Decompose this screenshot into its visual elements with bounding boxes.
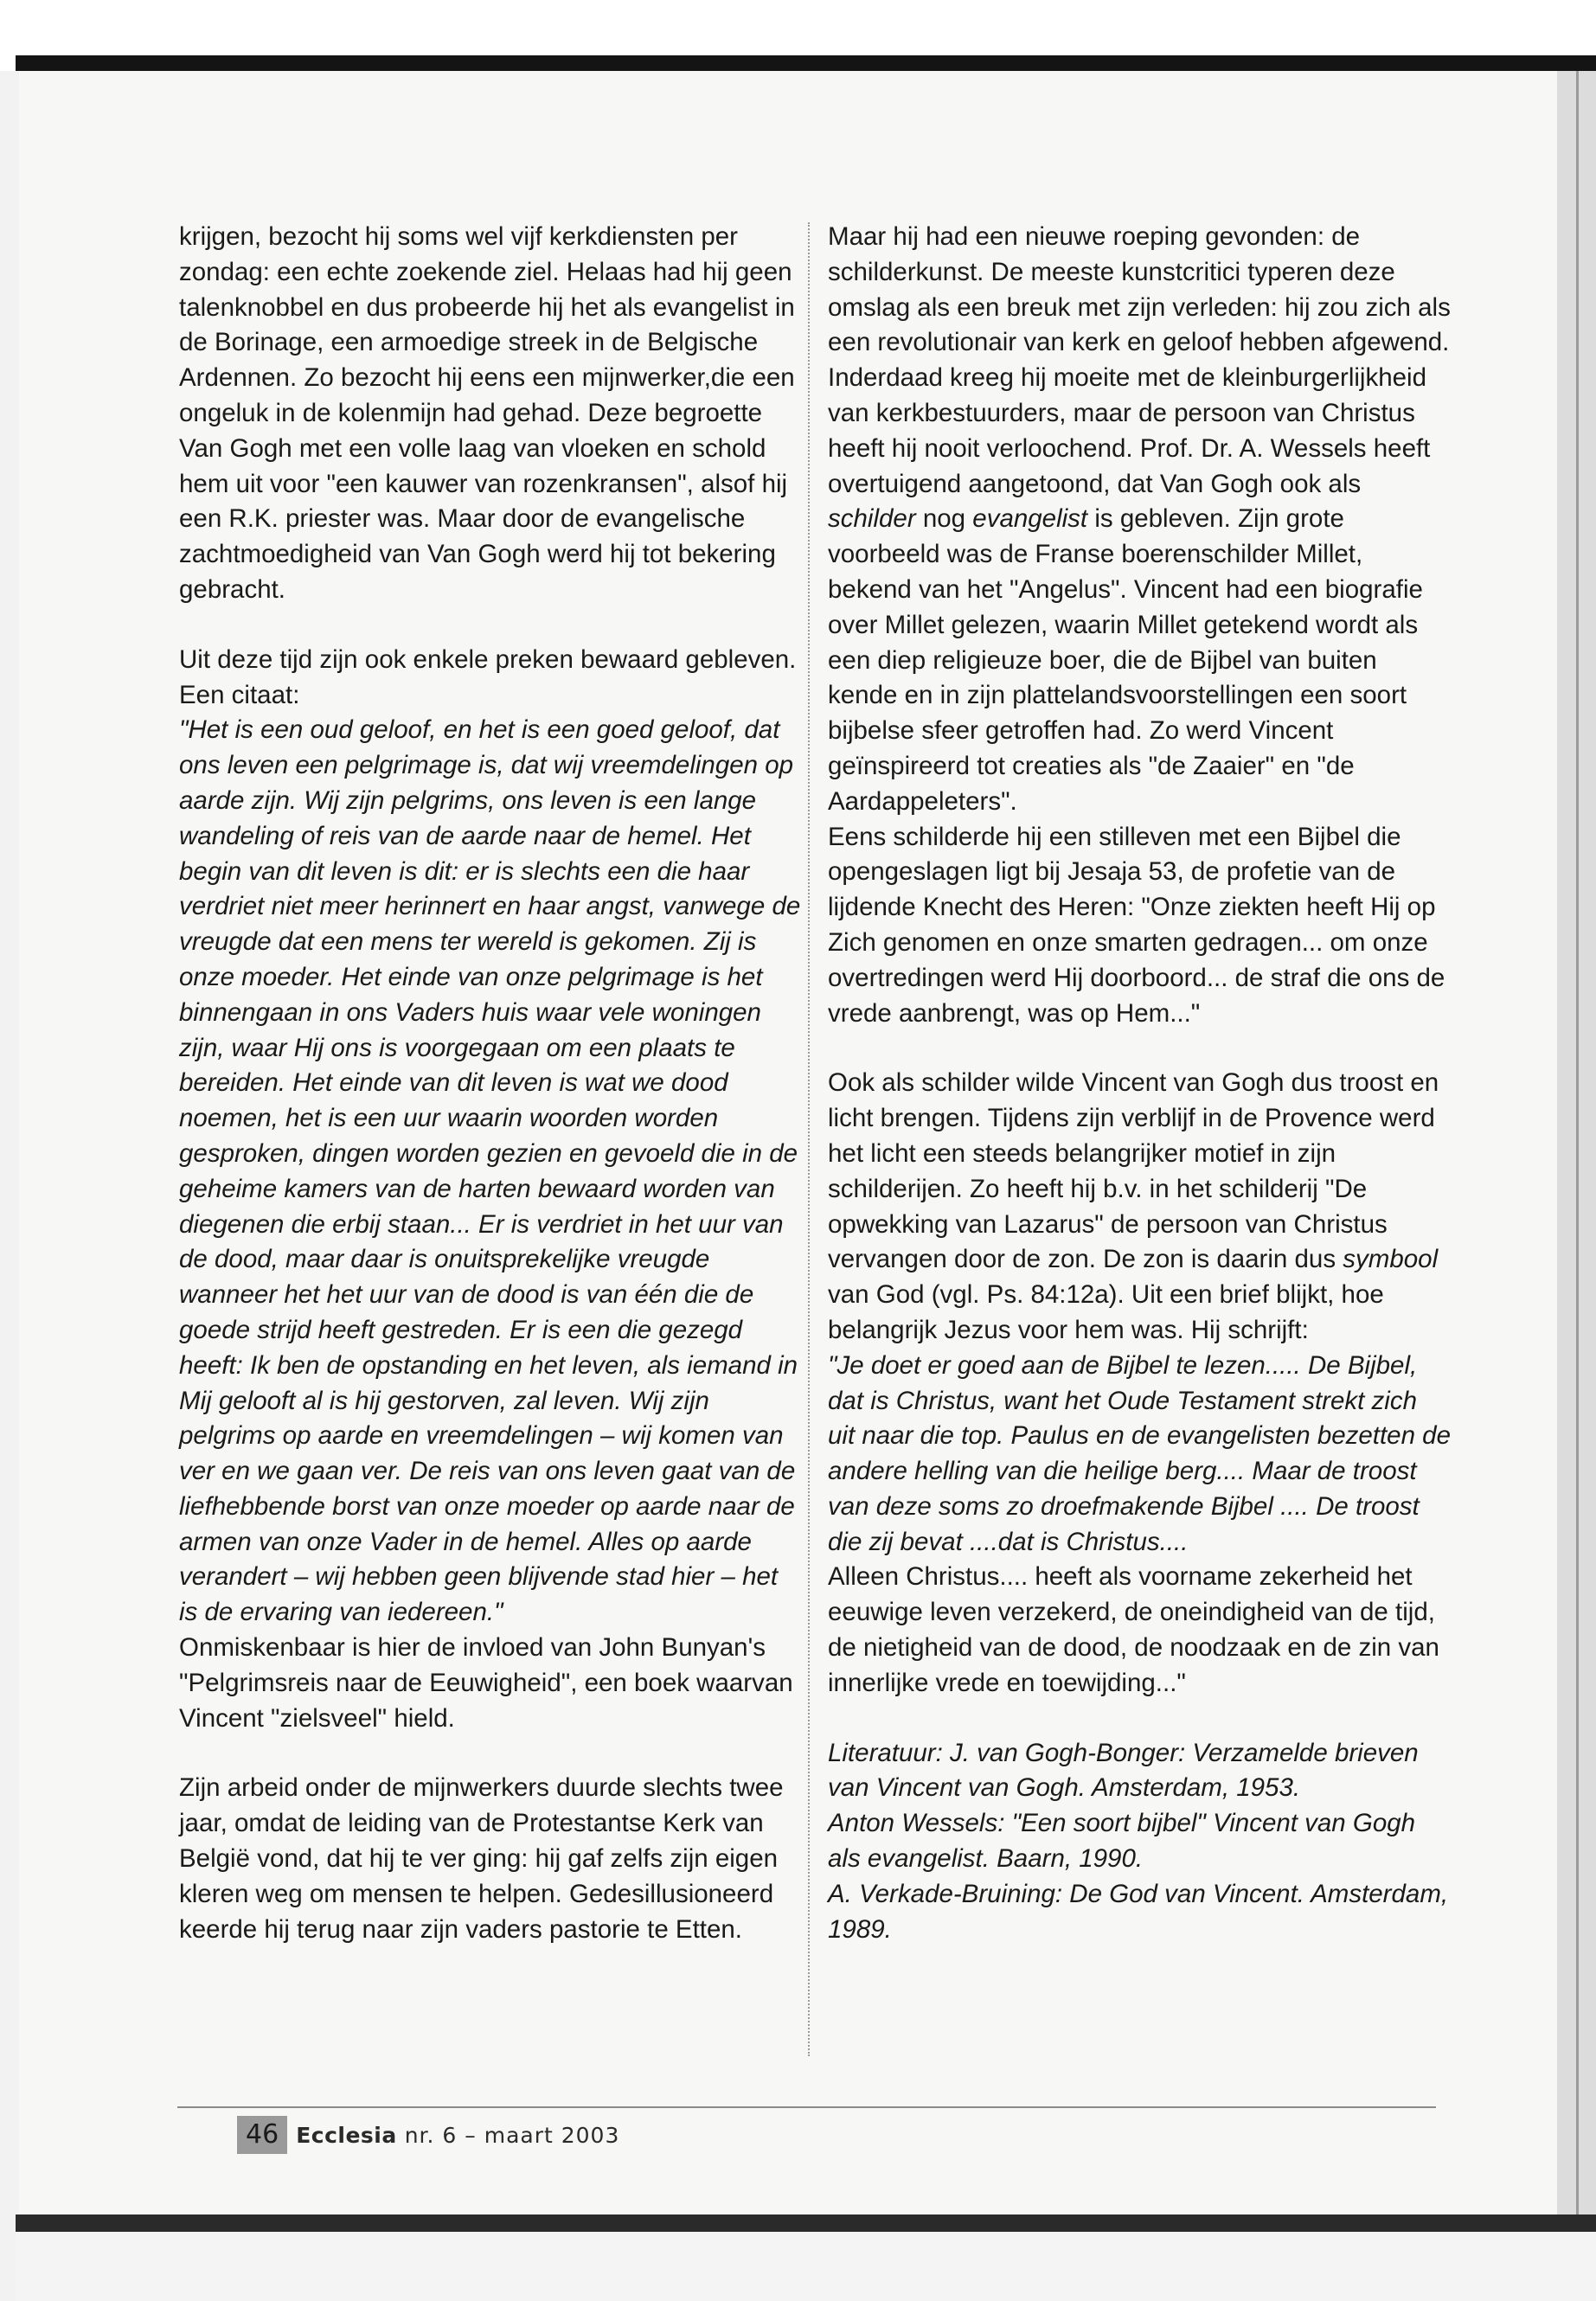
paragraph-text: Maar hij had een nieuwe roeping gevonden: de schilderkunst. De meeste kunstcritici typeren deze omslag als een breuk met zijn verleden: hij zou zich als een revolutionair van kerk en geloof hebben afgewend. Inderdaad kreeg hij moeite met de kleinburgerlijkheid van kerkbestuurders, maar de persoon van Christus heeft hij nooit verloochend. Prof. Dr. A. Wessels heeft overtuigend aangetoond, dat Van Gogh ook als: [828, 222, 1451, 498]
paragraph-text: Ook als schilder wilde Vincent van Gogh dus troost en licht brengen. Tijdens zijn verblijf in de Provence werd het licht een steeds belangrijker motief in zijn schilderijen. Zo heeft hij b.v. in het schilderij "De opwekking van Lazarus" de persoon van Christus vervangen door de zon. De zon is daarin dus: [828, 1068, 1439, 1274]
sermon-quote: "Het is een oud geloof, en het is een goed geloof, dat ons leven een pelgrimage is, dat wij vreemdelingen op aarde zijn. Wij zijn pelgrims, ons leven is een lange wandeling of reis van de aarde naar de hemel. Het begin van dit leven is dit: er is slechts een die haar verdriet niet meer herinnert en haar angst, vanwege de vreugde dat een mens ter wereld is gekomen. Zij is onze moeder. Het einde van onze pelgrimage is het binnengaan in ons Vaders huis waar vele woningen zijn, waar Hij ons is voorgegaan om een plaats te bereiden. Het einde van dit leven is wat we dood noemen, het is een uur waarin woorden worden gesproken, dingen worden gezien en gevoeld die in de geheime kamers van de harten bewaard worden van diegenen die erbij staan... Er is verdriet in het uur van de dood, maar daar is onuitsprekelijke vreugde wanneer het het uur van de dood is van één die de goede strijd heeft gestreden. Er is een die gezegd heeft: Ik ben de opstanding en het leven, als iemand in Mij gelooft al is hij gestorven, zal leven. Wij zijn pelgrims op aarde en vreemdelingen – wij komen van ver en we gaan ver. De reis van ons leven gaat van de liefhebbende borst van onze moeder op aarde naar de armen van onze Vader in de hemel. Alles op aarde verandert – wij hebben geen blijvende stad hier – het is de ervaring van iedereen.": [179, 715, 801, 1627]
page-number: 46: [237, 2116, 287, 2154]
literature-entry: Anton Wessels: "Een soort bijbel" Vincent van Gogh als evangelist. Baarn, 1990.: [828, 1809, 1416, 1874]
paragraph: Zijn arbeid onder de mijnwerkers duurde slechts twee jaar, omdat de leiding van de Protestantse Kerk van België vond, dat hij te ver ging: hij gaf zelfs zijn eigen kleren weg om mensen te helpen. Gedesillusioneerd keerde hij terug naar zijn vaders pastorie te Etten.: [179, 1773, 784, 1944]
paragraph-text: Uit deze tijd zijn ook enkele preken bewaard gebleven. Een citaat:: [179, 644, 797, 709]
right-column: [828, 220, 1451, 1947]
paragraph-text: Eens schilderde hij een stilleven met een Bijbel die opengeslagen ligt bij Jesaja 53, de profetie van de lijdende Knecht des Heren: "Onze ziekten heeft Hij op Zich genomen en onze smarten gedragen... om onze overtredingen werd Hij doorboord... de straf die ons de vrede aanbrengt, was op Hem...": [828, 822, 1445, 1028]
paragraph-text: is gebleven. Zijn grote voorbeeld was de Franse boerenschilder Millet, bekend van het "Angelus". Vincent had een biografie over Millet gelezen, waarin Millet getekend wordt als een diep religieuze boer, die de Bijbel van buiten kende en in zijn plattelandsvoorstellingen een soort bijbelse sfeer getroffen had. Zo werd Vincent geïnspireerd tot creaties als "de Zaaier" en "de Aardappeleters".: [828, 504, 1423, 816]
scan-edge-bar: [16, 55, 1596, 71]
scan-page-edge: [1576, 71, 1579, 2301]
scan-edge-bottom: [16, 2214, 1596, 2232]
letter-quote: "Je doet er goed aan de Bijbel te lezen..... De Bijbel, dat is Christus, want het Oude Testament strekt zich uit naar die top. Paulus en de evangelisten bezetten de andere helling van die heilige berg.... Maar de troost van deze soms zo droefmakende Bijbel .... De troost die zij bevat ....dat is Christus....: [828, 1350, 1451, 1556]
footer: [237, 2116, 619, 2154]
magazine-credit: [296, 2123, 619, 2148]
paragraph: [828, 220, 1451, 1031]
paragraph-text: Alleen Christus.... heeft als voorname zekerheid het eeuwige leven verzekerd, de oneindigheid van de tijd, de nietigheid van de dood, de noodzaak en de zin van innerlijke vrede en toewijding...": [828, 1562, 1439, 1697]
column-divider: [808, 222, 810, 2056]
left-column: [179, 220, 802, 1947]
scan-margin-left: [0, 71, 19, 2301]
emphasis: symbool: [1343, 1245, 1439, 1274]
literature-entry: A. Verkade-Bruining: De God van Vincent. Amsterdam, 1989.: [828, 1879, 1449, 1944]
paragraph: krijgen, bezocht hij soms wel vijf kerkdiensten per zondag: een echte zoekende ziel. Helaas had hij geen talenknobbel en dus probeerde hij het als evangelist in de Borinage, een armoedige streek in de Belgische Ardennen. Zo bezocht hij eens een mijnwerker,die een ongeluk in de kolenmijn had gehad. Deze begroette Van Gogh met een volle laag van vloeken en schold hem uit voor "een kauwer van rozenkransen", alsof hij een R.K. priester was. Maar door de evangelische zachtmoedigheid van Van Gogh werd hij tot bekering gebracht.: [179, 222, 795, 604]
paragraph-text: nog: [915, 504, 973, 534]
footer-rule: [177, 2106, 1436, 2108]
paragraph: [179, 643, 802, 1737]
emphasis: evangelist: [972, 504, 1088, 534]
magazine-title: Ecclesia: [296, 2122, 397, 2148]
emphasis: schilder: [828, 504, 916, 534]
magazine-issue: nr. 6 – maart 2003: [404, 2122, 620, 2148]
paragraph: [828, 1066, 1451, 1701]
paragraph-text: Onmiskenbaar is hier de invloed van John Bunyan's "Pelgrimsreis naar de Eeuwigheid", een boek waarvan Vincent "zielsveel" hield.: [179, 1633, 793, 1733]
literature-entry: Literatuur: J. van Gogh-Bonger: Verzamelde brieven van Vincent van Gogh. Amsterdam, 1953.: [828, 1738, 1419, 1803]
page: [19, 71, 1557, 2214]
paragraph-text: van God (vgl. Ps. 84:12a). Uit een brief blijkt, hoe belangrijk Jezus voor hem was. Hij schrijft:: [828, 1280, 1384, 1344]
scan-margin-bottom: [16, 2232, 1596, 2301]
